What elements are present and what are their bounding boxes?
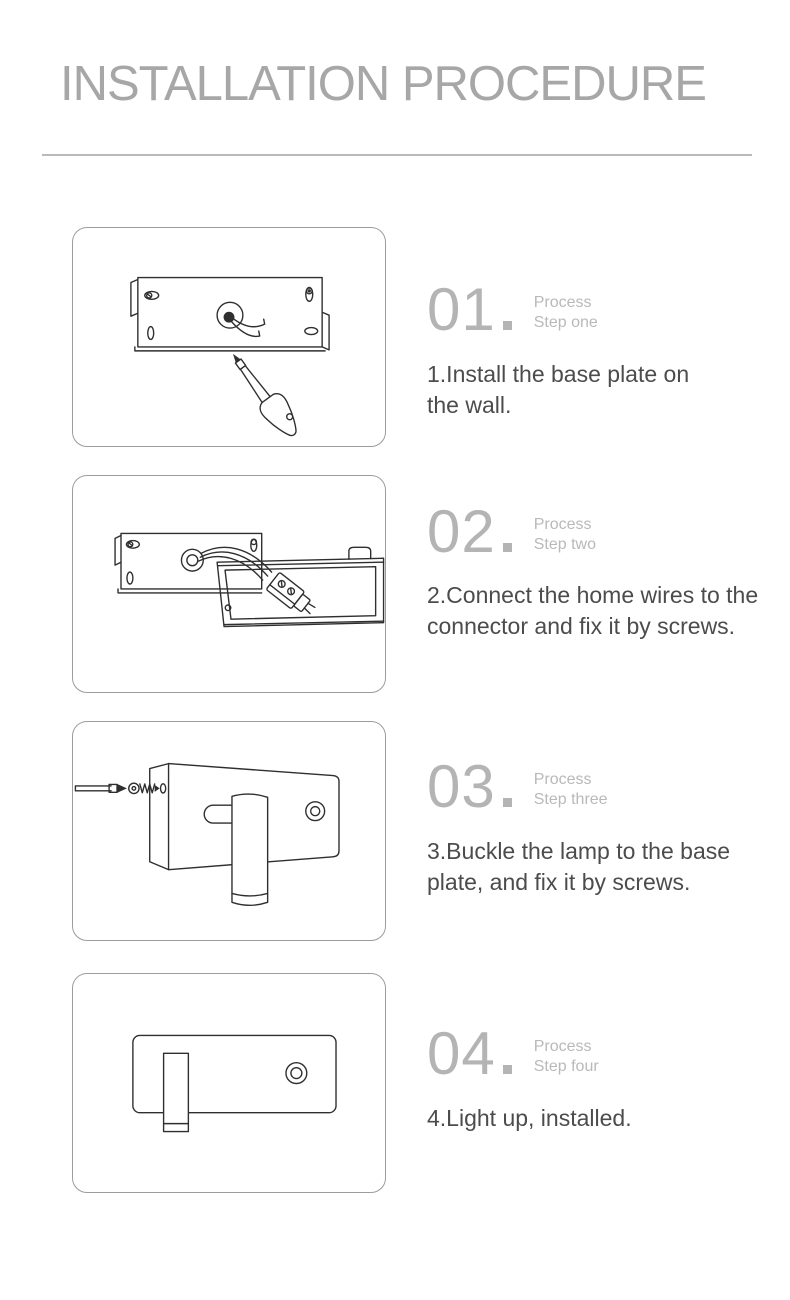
step-4-header xyxy=(427,1020,599,1087)
step-3-description-line2: plate, and fix it by screws. xyxy=(427,869,691,895)
step-3-number: 03 xyxy=(427,753,496,820)
step-1-description-line2: the wall. xyxy=(427,392,512,418)
step-1-description-line1: 1.Install the base plate on xyxy=(427,361,690,387)
step-3-description xyxy=(427,836,775,898)
switch-button-drawing xyxy=(286,1063,307,1084)
step-2-description-line1: 2.Connect the home wires to the xyxy=(427,582,759,608)
base-plate-drawing xyxy=(131,278,329,351)
step-2-description-line2: connector and fix it by screws. xyxy=(427,613,736,639)
step-1-illustration xyxy=(73,228,385,446)
step-1-description xyxy=(427,359,775,421)
step-3-description-line1: 3.Buckle the lamp to the base xyxy=(427,838,731,864)
step-1-illustration-box xyxy=(72,227,386,447)
step-1-header xyxy=(427,276,598,343)
screw-and-screwdriver-icon xyxy=(75,783,159,793)
title-divider xyxy=(42,154,752,156)
step-2-number-dot xyxy=(503,543,512,552)
step-1-label xyxy=(534,284,598,333)
step-4-label-top: Process xyxy=(533,1038,592,1055)
step-2-label-bottom: Step two xyxy=(533,536,597,553)
step-4-illustration xyxy=(73,974,385,1192)
lamp-housing-drawing xyxy=(217,547,383,626)
step-3-label-bottom: Step three xyxy=(533,791,608,808)
step-2-number: 02 xyxy=(427,498,496,565)
step-1-label-bottom: Step one xyxy=(533,314,598,331)
base-plate-drawing xyxy=(115,533,262,592)
step-2-label xyxy=(534,506,596,555)
spotlight-front-drawing xyxy=(164,1053,189,1131)
step-3-number-dot xyxy=(503,798,512,807)
step-3-label xyxy=(534,761,608,810)
step-3-label-top: Process xyxy=(533,771,592,788)
step-1-number-dot xyxy=(503,321,512,330)
step-4-description-line1: 4.Light up, installed. xyxy=(427,1105,632,1131)
step-2-description xyxy=(427,580,775,642)
step-4-label xyxy=(534,1028,599,1077)
spotlight-cylinder-drawing xyxy=(232,794,268,905)
step-1-label-top: Process xyxy=(533,294,592,311)
step-2-illustration xyxy=(73,476,385,692)
step-2-label-top: Process xyxy=(533,516,592,533)
step-4-number-dot xyxy=(503,1065,512,1074)
step-2-illustration-box xyxy=(72,475,386,693)
screwdriver-icon xyxy=(223,345,305,443)
page-title: INSTALLATION PROCEDURE xyxy=(60,57,706,111)
wires-drawing xyxy=(198,547,271,580)
step-4-illustration-box xyxy=(72,973,386,1193)
step-4-number: 04 xyxy=(427,1020,496,1087)
step-4-label-bottom: Step four xyxy=(533,1058,599,1075)
step-4-description xyxy=(427,1103,775,1134)
step-1-number: 01 xyxy=(427,276,496,343)
swivel-joint-drawing xyxy=(204,805,232,823)
step-2-header xyxy=(427,498,597,565)
step-3-illustration-box xyxy=(72,721,386,941)
connector-drawing xyxy=(266,572,318,620)
switch-button-drawing xyxy=(306,802,325,821)
step-3-illustration xyxy=(73,722,385,940)
step-3-header xyxy=(427,753,608,820)
